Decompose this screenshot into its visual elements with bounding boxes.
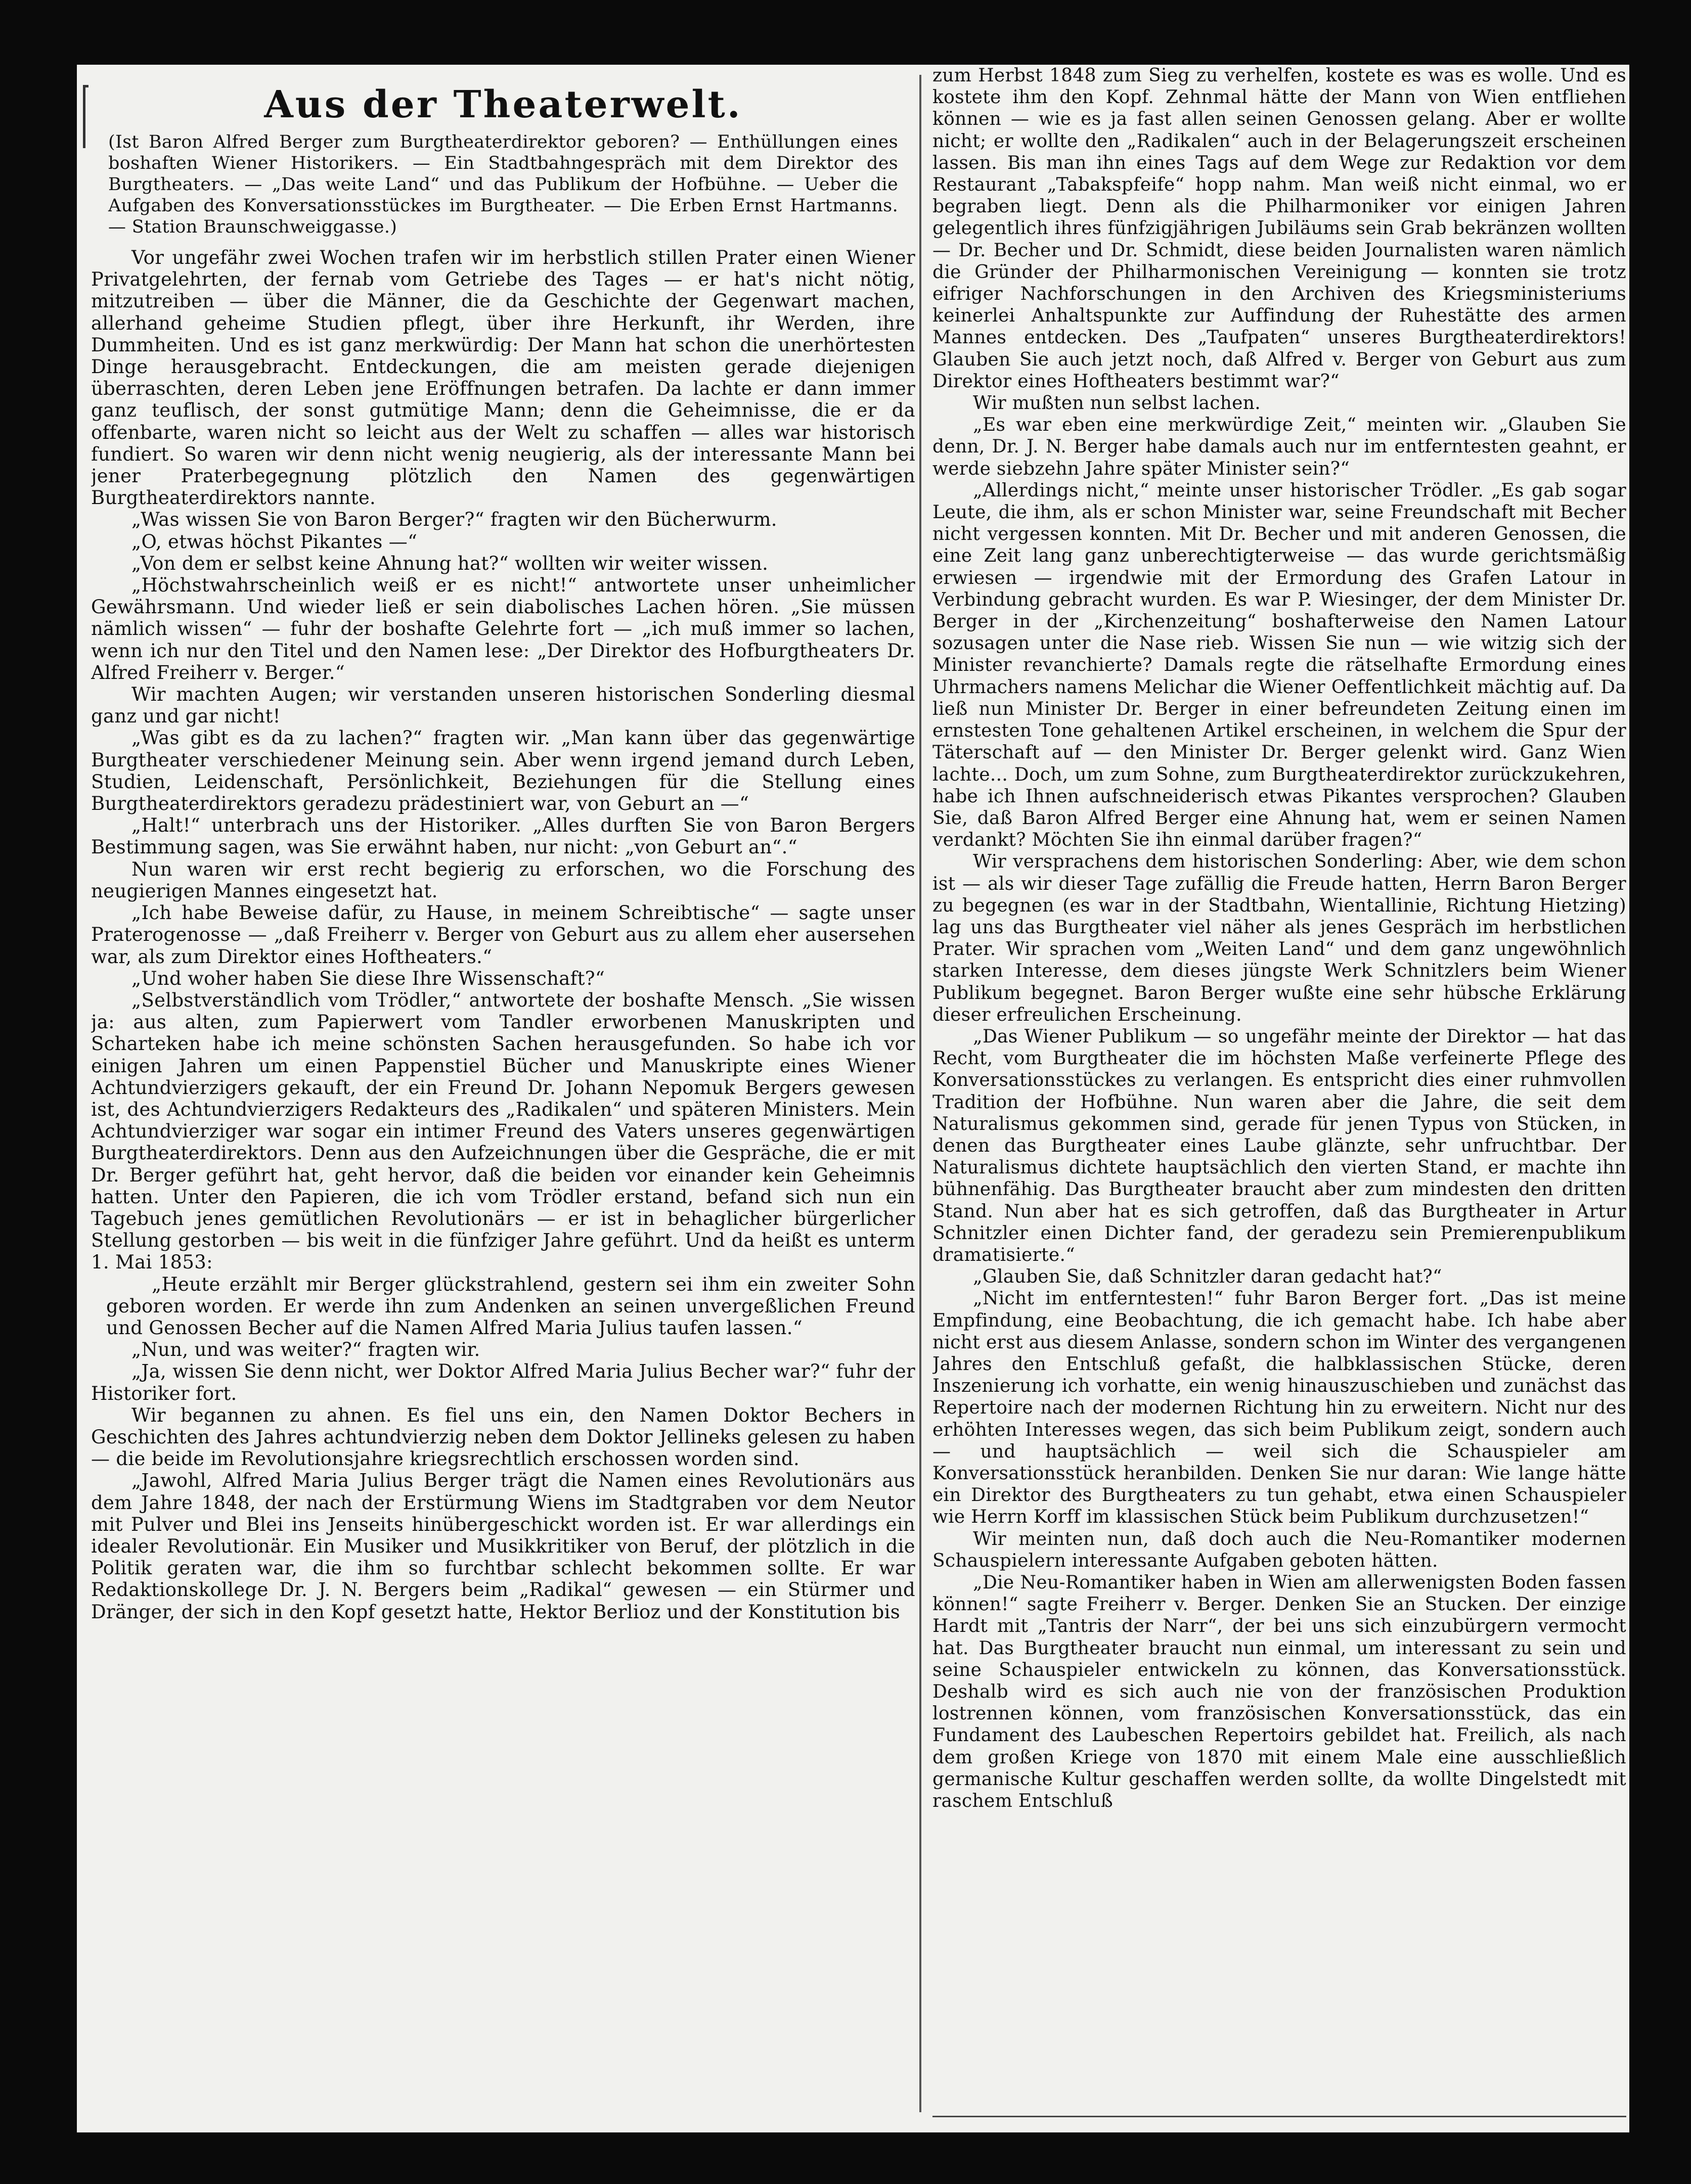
paragraph: „Es war eben eine merkwürdige Zeit,“ meinten wir. „Glauben Sie denn, Dr. J. N. Berger habe damals auch nur im entferntesten geahnt, er werde siebzehn Jahre später Minister sein?“ [932, 415, 1626, 479]
article-title: Aus der Theaterwelt. [264, 83, 742, 126]
bottom-rule [932, 2116, 1626, 2117]
diary-quote: „Heute erzählt mir Berger glückstrahlend, gestern sei ihm ein zweiter Sohn geboren worden. Er werde ihn zum Andenken an seinen unvergeßlichen Freund und Genossen Becher auf die Namen Alfred Maria Julius taufen lassen.“ [106, 1273, 915, 1339]
paragraph: Wir versprachens dem historischen Sonderling: Aber, wie dem schon ist — als wir dieser Tage zufällig die Freude hatten, Herrn Baron Berger zu begegnen (es war in der Stadtbahn, Wientallinie, Richtung Hietzing) lag uns das Burgtheater viel näher als jenes Gespräch im herbstlichen Prater. Wir sprachen vom „Weiten Land“ und dem ganz ungewöhnlich starken Interesse, dem dieses jüngste Werk Schnitzlers beim Wiener Publikum begegnet. Baron Berger wußte eine sehr hübsche Erklärung dieser erfreulichen Erscheinung. [932, 851, 1626, 1025]
article-subhead: (Ist Baron Alfred Berger zum Burgtheaterdirektor geboren? — Enthüllungen eines boshaften Wiener Historikers. — Ein Stadtbahngespräch mit dem Direktor des Burgtheaters. — „Das weite Land“ und das Publikum der Hofbühne. — Ueber die Aufgaben des Konversationsstückes im Burgtheater. — Die Erben Ernst Hartmanns. — Station Braunschweiggasse.) [108, 132, 898, 237]
paragraph: „Glauben Sie, daß Schnitzler daran gedacht hat?“ [973, 1266, 1442, 1288]
paragraph: „Nicht im entferntesten!“ fuhr Baron Berger fort. „Das ist meine Empfindung, eine Beobachtung, die ich gemacht habe. Ich habe aber nicht erst aus diesem Anlasse, sondern schon im Winter des vergangenen Jahres den Entschluß gefaßt, die halbklassischen Stücke, deren Inszenierung ich vorhatte, ein wenig hinauszuschieben und zunächst das Repertoire nach der modernen Richtung hin zu erweitern. Nicht nur des erhöhten Interesses wegen, das sich beim Publikum zeigt, sondern auch — und hauptsächlich — weil sich die Schauspieler am Konversationsstück heranbilden. Denken Sie nur daran: Wie lange hätte ein Direktor des Burgtheaters zu tun gehabt, etwa einen Schauspieler wie Herrn Korff im klassischen Stück beim Publikum durchzusetzen!“ [932, 1288, 1626, 1528]
paragraph: „Selbstverständlich vom Trödler,“ antwortete der boshafte Mensch. „Sie wissen ja: aus alten, zum Papierwert vom Tandler erworbenen Manuskripten und Scharteken habe ich meine schönsten Sachen herausgefunden. So habe ich vor einigen Jahren um einen Pappenstiel Bücher und Manuskripte eines Wiener Achtundvierzigers gekauft, der ein Freund Dr. Johann Nepomuk Bergers gewesen ist, des Achtundvierzigers Redakteurs des „Radikalen“ und späteren Ministers. Mein Achtundvierziger war sogar ein intimer Freund des Vaters unseres gegenwärtigen Burgtheaterdirektors. Denn aus den Aufzeichnungen über die Gespräche, die er mit Dr. Berger geführt hat, geht hervor, daß die beiden vor einander kein Geheimnis hatten. Unter den Papieren, die ich vom Trödler erstand, befand sich nun ein Tagebuch jenes gemütlichen Revolutionärs — er ist in behaglicher bürgerlicher Stellung gestorben — bis weit in die fünfziger Jahre geführt. Und da heißt es unterm 1. Mai 1853: [91, 989, 915, 1273]
paragraph: „Nun, und was weiter?“ fragten wir. [131, 1339, 480, 1361]
paragraph: „Von dem er selbst keine Ahnung hat?“ wollten wir weiter wissen. [131, 552, 769, 574]
paragraph: „Jawohl, Alfred Maria Julius Berger trägt die Namen eines Revolutionärs aus dem Jahre 1848, der nach der Erstürmung Wiens im Stadtgraben vor dem Neutor mit Pulver und Blei ins Jenseits hinübergeschickt worden ist. Er war allerdings ein idealer Revolutionär. Ein Musiker und Musikkritiker von Beruf, der plötzlich in die Politik geraten war, die ihm so furchtbar schlecht bekommen sollte. Er war Redaktionskollege Dr. J. N. Bergers beim „Radikal“ gewesen — ein Stürmer und Dränger, der sich in den Kopf gesetzt hatte, Hektor Berlioz und der Konstitution bis [91, 1470, 915, 1623]
column-divider [919, 75, 921, 2112]
paragraph: Nun waren wir erst recht begierig zu erforschen, wo die Forschung des neugierigen Mannes eingesetzt hat. [91, 858, 915, 902]
paragraph: „Halt!“ unterbrach uns der Historiker. „Alles durften Sie von Baron Bergers Bestimmung sagen, was Sie erwähnt haben, nur nicht: „von Geburt an“.“ [91, 814, 915, 858]
paragraph: Wir mußten nun selbst lachen. [973, 393, 1261, 414]
paragraph: Wir machten Augen; wir verstanden unseren historischen Sonderling diesmal ganz und gar nicht! [91, 684, 915, 727]
right-column [932, 65, 1626, 1812]
paragraph: Wir begannen zu ahnen. Es fiel uns ein, den Namen Doktor Bechers in Geschichten des Jahres achtundvierzig neben dem Doktor Jellineks gelesen zu haben — die beide im Revolutionsjahre kriegsrechtlich erschossen worden sind. [91, 1404, 915, 1470]
paragraph: „Was gibt es da zu lachen?“ fragten wir. „Man kann über das gegenwärtige Burgtheater verschiedener Meinung sein. Aber wenn irgend jemand durch Leben, Studien, Leidenschaft, Persönlichkeit, Beziehungen für die Stellung eines Burgtheaterdirektors geradezu prädestiniert war, von Geburt an —“ [91, 727, 915, 815]
paragraph: „Die Neu-Romantiker haben in Wien am allerwenigsten Boden fassen können!“ sagte Freiherr v. Berger. Denken Sie an Stucken. Der einzige Hardt mit „Tantris der Narr“, der bei uns sich einzubürgern vermocht hat. Das Burgtheater braucht nun einmal, um interessant zu sein und seine Schauspieler entwickeln zu können, das Konversationsstück. Deshalb wird es sich auch nie von der französischen Produktion lostrennen können, vom französischen Konversationsstück, das ein Fundament des Laubeschen Repertoirs gebildet hat. Freilich, als nach dem großen Kriege von 1870 mit einem Male eine ausschließlich germanische Kultur geschaffen werden sollte, da wollte Dingelstedt mit raschem Entschluß [932, 1572, 1626, 1812]
paragraph: „Höchstwahrscheinlich weiß er es nicht!“ antwortete unser unheimlicher Gewährsmann. Und wieder ließ er sein diabolisches Lachen hören. „Sie müssen nämlich wissen“ — fuhr der boshafte Gelehrte fort — „ich muß immer so lachen, wenn ich nur den Titel und den Namen lese: „Der Direktor des Hofburgtheaters Dr. Alfred Freiherr v. Berger.“ [91, 574, 915, 684]
paragraph: „Allerdings nicht,“ meinte unser historischer Trödler. „Es gab sogar Leute, die ihm, als er schon Minister war, seine Freundschaft mit Becher nicht vergessen konnten. Mit Dr. Becher und mit anderen Genossen, die eine Zeit lang ganz unberechtigterweise — das wurde gerichtsmäßig erwiesen — irgendwie mit der Ermordung des Grafen Latour in Verbindung gebracht wurden. Es war P. Wiesinger, der dem Minister Dr. Berger in der „Kirchenzeitung“ boshafterweise den Namen Latour sozusagen unter die Nase rieb. Wissen Sie nun — wie witzig sich der Minister revanchierte? Damals regte die rätselhafte Ermordung eines Uhrmachers namens Melichar die Wiener Oeffentlichkeit mächtig auf. Da ließ nun Minister Dr. Berger in einer befreundeten Zeitung einen im ernstesten Tone gehaltenen Artikel erscheinen, in welchem die Spur der Täterschaft auf — den Minister Dr. Berger gelenkt wird. Ganz Wien lachte... Doch, um zum Sohne, zum Burgtheaterdirektor zurückzukehren, habe ich Ihnen aufschneiderisch etwas Pikantes versprochen? Glauben Sie, daß Baron Alfred Berger eine Ahnung hat, wem er seinen Namen verdankt? Möchten Sie ihn einmal darüber fragen?“ [932, 480, 1626, 851]
paragraph: Wir meinten nun, daß doch auch die Neu-Romantiker modernen Schauspielern interessante Aufgaben geboten hätten. [932, 1528, 1626, 1571]
paragraph: „Und woher haben Sie diese Ihre Wissenschaft?“ [131, 967, 605, 989]
corner-bracket [83, 85, 88, 148]
paragraph: „O, etwas höchst Pikantes —“ [131, 530, 418, 553]
paragraph: „Ich habe Beweise dafür, zu Hause, in meinem Schreibtische“ — sagte unser Praterogenosse — „daß Freiherr v. Berger von Geburt aus zu allem eher ausersehen war, als zum Direktor eines Hoftheaters.“ [91, 902, 915, 968]
paragraph: zum Herbst 1848 zum Sieg zu verhelfen, kostete es was es wolle. Und es kostete ihm den Kopf. Zehnmal hätte der Mann von Wien entfliehen können — wie es ja fast allen seinen Genossen gelang. Aber er wollte nicht; er wollte den „Radikalen“ auch in der Belagerungszeit erscheinen lassen. Bis man ihn eines Tags auf dem Wege zur Redaktion vor dem Restaurant „Tabakspfeife“ hopp nahm. Man weiß nicht einmal, wo er begraben liegt. Denn als die Philharmoniker vor einigen Jahren gelegentlich ihres fünfzigjährigen Jubiläums sein Grab bekränzen wollten — Dr. Becher und Dr. Schmidt, diese beiden Journalisten waren nämlich die Gründer der Philharmonischen Vereinigung — konnten sie trotz eifriger Nachforschungen in den Archiven des Kriegsministeriums keinerlei Anhaltspunkte zur Auffindung der Ruhestätte des armen Mannes entdecken. Des „Taufpaten“ unseres Burgtheaterdirektors! Glauben Sie auch jetzt noch, daß Alfred v. Berger von Geburt aus zum Direktor eines Hoftheaters bestimmt war?“ [932, 65, 1626, 392]
paragraph: „Was wissen Sie von Baron Berger?“ fragten wir den Bücherwurm. [131, 509, 777, 531]
paragraph: Vor ungefähr zwei Wochen trafen wir im herbstlich stillen Prater einen Wiener Privatgelehrten, der fernab vom Getriebe des Tages — er hat's nicht nötig, mitzutreiben — über die Männer, die da Geschichte der Gegenwart machen, allerhand geheime Studien pflegt, über ihre Herkunft, ihr Werden, ihre Dummheiten. Und es ist ganz merkwürdig: Der Mann hat schon die unerhörtesten Dinge herausgebracht. Entdeckungen, die am meisten gerade diejenigen überraschten, deren Leben jene Eröffnungen betrafen. Da lachte er dann immer ganz teuflisch, der sonst gutmütige Mann; denn die Geheimnisse, die er da offenbarte, waren nicht so leicht aus der Welt zu schaffen — alles war historisch fundiert. So waren wir denn nicht wenig neugierig, als der interessante Mann bei jener Praterbegegnung plötzlich den Namen des gegenwärtigen Burgtheaterdirektors nannte. [91, 247, 915, 509]
paragraph: „Das Wiener Publikum — so ungefähr meinte der Direktor — hat das Recht, vom Burgtheater die im höchsten Maße verfeinerte Pflege des Konversationsstückes zu verlangen. Es entspricht dies einer ruhmvollen Tradition der Hofbühne. Nun waren aber die Jahre, die seit dem Naturalismus gekommen sind, gerade für jenen Typus von Stücken, in denen das Burgtheater eines Laube glänzte, sehr unfruchtbar. Der Naturalismus dichtete hauptsächlich den vierten Stand, er machte ihn bühnenfähig. Das Burgtheater braucht aber zum mindesten den dritten Stand. Nun aber hat es sich getroffen, daß das Burgtheater in Artur Schnitzler einen Dichter fand, der geradezu sein Premierenpublikum dramatisierte.“ [932, 1026, 1626, 1265]
newspaper-page [77, 65, 1629, 2132]
left-column [91, 65, 915, 1623]
paragraph: „Ja, wissen Sie denn nicht, wer Doktor Alfred Maria Julius Becher war?“ fuhr der Historiker fort. [91, 1360, 915, 1404]
